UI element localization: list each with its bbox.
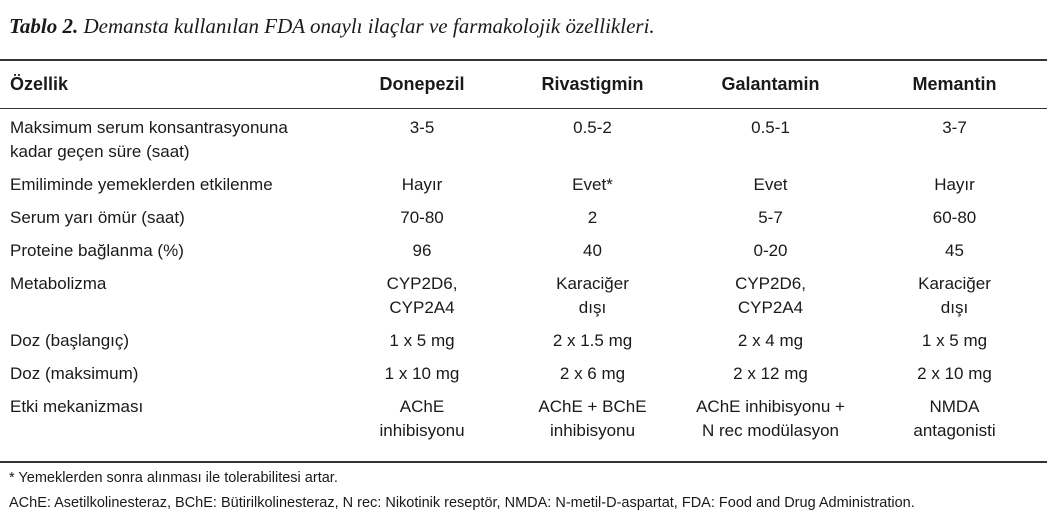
- cell-value-text: 2 x 4 mg: [737, 331, 804, 350]
- table-row: [0, 395, 1047, 452]
- cell-galantamin: [679, 329, 862, 362]
- cell-value-text: dışı: [578, 298, 607, 317]
- cell-donepezil: [338, 362, 506, 395]
- cell-galantamin: [679, 239, 862, 272]
- cell-value-text: inhibisyonu: [549, 421, 636, 440]
- cell-value-text: 2 x 6 mg: [559, 364, 626, 383]
- table-row: [0, 329, 1047, 362]
- cell-galantamin: [679, 108, 862, 173]
- cell-value-text: AChE inhibisyonu +: [696, 397, 845, 416]
- cell-memantin: [862, 206, 1047, 239]
- cell-donepezil: [338, 239, 506, 272]
- row-parameter-text: Serum yarı ömür (saat): [10, 208, 185, 227]
- cell-rivastigmin: [506, 173, 679, 206]
- cell-value-text: AChE: [399, 397, 445, 416]
- header-drug-donepezil: Donepezil: [379, 74, 465, 94]
- cell-value-text: CYP2D6,: [386, 274, 458, 293]
- cell-value-text: 2 x 12 mg: [733, 364, 808, 383]
- cell-rivastigmin: [506, 329, 679, 362]
- cell-donepezil: [338, 206, 506, 239]
- cell-value-text: 40: [583, 241, 602, 260]
- row-parameter-cell: [0, 329, 338, 362]
- cell-value-text: 1 x 5 mg: [389, 331, 455, 350]
- cell-donepezil: [338, 329, 506, 362]
- row-parameter-cell: [0, 239, 338, 272]
- cell-value-text: Karaciğer: [556, 274, 629, 293]
- header-drug-memantin: Memantin: [912, 74, 997, 94]
- cell-donepezil: [338, 395, 506, 452]
- cell-value-text: dışı: [940, 298, 969, 317]
- cell-memantin: [862, 272, 1047, 329]
- cell-value-text: 70-80: [400, 208, 444, 227]
- row-parameter-text: Metabolizma: [10, 274, 107, 293]
- cell-donepezil: [338, 272, 506, 329]
- cell-value-text: 60-80: [932, 208, 977, 227]
- cell-value-text: CYP2A4: [737, 298, 804, 317]
- row-parameter-cell: [0, 206, 338, 239]
- cell-galantamin: [679, 206, 862, 239]
- cell-value-text: AChE + BChE: [538, 397, 647, 416]
- cell-value-text: 1 x 10 mg: [384, 364, 460, 383]
- cell-value-text: antagonisti: [913, 421, 996, 440]
- header-drug-galantamin: Galantamin: [721, 74, 820, 94]
- cell-value-text: 2: [587, 208, 598, 227]
- table-body: [0, 108, 1047, 452]
- table-row: [0, 272, 1047, 329]
- cell-value-text: 2 x 10 mg: [917, 364, 992, 383]
- cell-memantin: [862, 362, 1047, 395]
- cell-memantin: [862, 108, 1047, 173]
- table-row: [0, 108, 1047, 173]
- row-parameter-cell: [0, 108, 338, 173]
- cell-value-text: Hayır: [934, 175, 975, 194]
- table-caption-text: Demansta kullanılan FDA onaylı ilaçlar ve farmakolojik özellikleri.: [83, 14, 655, 38]
- cell-value-text: 45: [945, 241, 964, 260]
- table-row: [0, 362, 1047, 395]
- row-parameter-text: Etki mekanizması: [10, 397, 144, 416]
- drug-comparison-table: [0, 61, 1047, 452]
- table-row: [0, 206, 1047, 239]
- row-parameter-text: Emiliminde yemeklerden etkilenme: [10, 175, 273, 194]
- cell-rivastigmin: [506, 362, 679, 395]
- cell-memantin: [862, 395, 1047, 452]
- footnote-abbreviations: AChE: Asetilkolinesteraz, BChE: Bütirilkolinesteraz, N rec: Nikotinik reseptör, NMDA: N-metil-D-aspartat, FDA: Food and Drug Administration.: [9, 495, 915, 511]
- row-parameter-cell: [0, 173, 338, 206]
- table-row: [0, 239, 1047, 272]
- cell-memantin: [862, 173, 1047, 206]
- cell-value-text: NMDA: [929, 397, 980, 416]
- row-parameter-text: kadar geçen süre (saat): [10, 142, 190, 161]
- cell-donepezil: [338, 173, 506, 206]
- cell-value-text: 1 x 5 mg: [921, 331, 988, 350]
- table-caption: [9, 14, 655, 39]
- cell-galantamin: [679, 362, 862, 395]
- row-parameter-cell: [0, 272, 338, 329]
- cell-memantin: [862, 239, 1047, 272]
- cell-value-text: 96: [412, 241, 432, 260]
- cell-value-text: Hayır: [401, 175, 443, 194]
- cell-value-text: Evet*: [572, 175, 613, 194]
- cell-value-text: Karaciğer: [918, 274, 991, 293]
- cell-value-text: 0-20: [753, 241, 788, 260]
- cell-rivastigmin: [506, 395, 679, 452]
- cell-value-text: inhibisyonu: [379, 421, 465, 440]
- row-parameter-text: Doz (maksimum): [10, 364, 139, 383]
- table-caption-label: Tablo 2.: [9, 14, 79, 38]
- cell-value-text: 3-7: [942, 118, 967, 137]
- table-header-row: [0, 61, 1047, 108]
- row-parameter-text: Maksimum serum konsantrasyonuna: [10, 118, 288, 137]
- cell-value-text: 2 x 1.5 mg: [552, 331, 633, 350]
- footnote-asterisk: * Yemeklerden sonra alınması ile tolerabilitesi artar.: [9, 470, 338, 486]
- row-parameter-cell: [0, 362, 338, 395]
- cell-value-text: CYP2D6,: [735, 274, 806, 293]
- cell-galantamin: [679, 272, 862, 329]
- table-bottom-rule: [0, 461, 1047, 463]
- cell-memantin: [862, 329, 1047, 362]
- header-parameter: Özellik: [10, 74, 69, 94]
- cell-galantamin: [679, 395, 862, 452]
- cell-value-text: 5-7: [758, 208, 783, 227]
- cell-value-text: Evet: [753, 175, 788, 194]
- cell-donepezil: [338, 108, 506, 173]
- cell-rivastigmin: [506, 272, 679, 329]
- cell-value-text: N rec modülasyon: [701, 421, 839, 440]
- table-row: [0, 173, 1047, 206]
- cell-value-text: CYP2A4: [389, 298, 455, 317]
- row-parameter-text: Doz (başlangıç): [10, 331, 130, 350]
- cell-value-text: 3-5: [409, 118, 435, 137]
- cell-rivastigmin: [506, 206, 679, 239]
- row-parameter-text: Proteine bağlanma (%): [10, 241, 184, 260]
- cell-rivastigmin: [506, 108, 679, 173]
- row-parameter-cell: [0, 395, 338, 452]
- cell-value-text: 0.5-1: [751, 118, 790, 137]
- cell-galantamin: [679, 173, 862, 206]
- header-drug-rivastigmin: Rivastigmin: [541, 74, 644, 94]
- cell-rivastigmin: [506, 239, 679, 272]
- cell-value-text: 0.5-2: [573, 118, 612, 137]
